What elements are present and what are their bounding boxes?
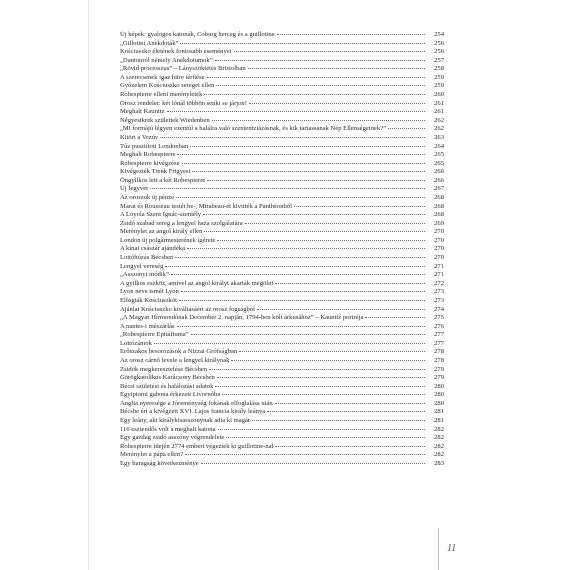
dot-leader bbox=[177, 153, 425, 155]
toc-entry-title: A Loyola Szent Ignác-szentély bbox=[120, 211, 202, 219]
dot-leader bbox=[239, 350, 425, 352]
toc-entry-page: 270 bbox=[434, 254, 444, 262]
toc-entry bbox=[120, 31, 444, 40]
dot-leader bbox=[217, 239, 425, 241]
toc-entry-page: 270 bbox=[434, 245, 444, 253]
toc-entry-page: 282 bbox=[434, 425, 444, 433]
dot-leader bbox=[185, 453, 425, 455]
footer-divider bbox=[438, 528, 439, 570]
toc-entry bbox=[120, 366, 444, 375]
toc-entry-page: 262 bbox=[434, 125, 444, 133]
toc-entry bbox=[120, 323, 444, 332]
toc-entry-title: Egyiptomi gabona érkezett Livornóba bbox=[120, 391, 221, 399]
dot-leader bbox=[203, 213, 425, 215]
toc-entry bbox=[120, 211, 444, 220]
dot-leader bbox=[275, 445, 425, 447]
toc-entry-page: 266 bbox=[434, 176, 444, 184]
toc-entry bbox=[120, 228, 444, 237]
toc-entry bbox=[120, 331, 444, 340]
toc-entry-title: Robespierre elleni merényletek bbox=[120, 91, 203, 99]
toc-entry-page: 280 bbox=[434, 391, 444, 399]
toc-entry-title: Egy haragság következménye bbox=[120, 459, 199, 467]
toc-entry-page: 254 bbox=[434, 31, 444, 38]
dot-leader bbox=[215, 59, 425, 61]
toc-entry-page: 272 bbox=[434, 279, 444, 287]
dot-leader bbox=[204, 93, 425, 95]
toc-entry bbox=[120, 151, 444, 160]
toc-entry bbox=[120, 443, 444, 452]
toc-entry-page: 268 bbox=[434, 202, 444, 210]
dot-leader bbox=[277, 33, 425, 35]
toc-entry-page: 277 bbox=[434, 331, 444, 339]
dot-leader bbox=[216, 84, 425, 86]
toc-entry-page: 271 bbox=[434, 262, 444, 270]
dot-leader bbox=[249, 102, 425, 104]
dot-leader bbox=[212, 119, 425, 121]
toc-entry-title: Görögkatolikus Karácsony Bécsben bbox=[120, 374, 215, 382]
toc-entry bbox=[120, 203, 444, 212]
toc-entry bbox=[120, 340, 444, 349]
dot-leader bbox=[257, 308, 425, 310]
dot-leader bbox=[248, 67, 425, 69]
toc-entry-title: Zsidó szabad sereg a lengyel haza szolgálatára bbox=[120, 219, 243, 227]
toc-entry bbox=[120, 417, 444, 426]
dot-leader bbox=[267, 410, 425, 412]
toc-entry-title: Az oroszok új pénze bbox=[120, 193, 175, 201]
toc-entry-title: A szerecsenek igaz hitre térítése bbox=[120, 73, 205, 81]
toc-entry-title: Merénylet az angol király ellen bbox=[120, 228, 203, 236]
toc-entry-title: Tűz pusztított Londonban bbox=[120, 142, 189, 150]
toc-entry-title: Robespierre idején 2774 embert végeztek ki guillotine-nal bbox=[120, 442, 274, 450]
toc-entry-title: Egy gazdag zsidó asszony végrendelete bbox=[120, 434, 225, 442]
toc-entry-page: 273 bbox=[434, 296, 444, 304]
dot-leader bbox=[231, 359, 425, 361]
toc-entry bbox=[120, 383, 444, 392]
toc-entry bbox=[120, 237, 444, 246]
toc-entry bbox=[120, 220, 444, 229]
toc-entry-title: Négyesikrek születtek Wiedenben bbox=[120, 116, 210, 124]
toc-entry bbox=[120, 306, 444, 315]
toc-entry-title: A nantes-i mészárlás bbox=[120, 322, 175, 330]
toc-entry-title: Ajánlat Kościuszko kiváltásáért az orosz fogságból bbox=[120, 305, 255, 313]
toc-entry-title: Lottóhúzás Bécsben bbox=[120, 254, 174, 262]
toc-entry-page: 275 bbox=[434, 314, 444, 322]
dot-leader bbox=[388, 127, 425, 129]
dot-leader bbox=[201, 462, 425, 464]
toc-entry bbox=[120, 65, 444, 74]
toc-entry-page: 259 bbox=[434, 82, 444, 90]
toc-entry-title: A gyilkos eszköz, amivel az angol királyt akarták megölni bbox=[120, 279, 274, 287]
toc-entry-page: 281 bbox=[434, 417, 444, 425]
toc-entry-title: Öngyilkos lett a két Robespierre bbox=[120, 176, 206, 184]
toc-entry-page: 282 bbox=[434, 451, 444, 459]
toc-entry-page: 278 bbox=[434, 348, 444, 356]
toc-entry bbox=[120, 117, 444, 126]
toc-entry-page: 258 bbox=[434, 65, 444, 73]
toc-entry-title: Bécsi születési és halálozási adatok bbox=[120, 382, 214, 390]
toc-entry-title: „A Magyar Hírmondónak December 2. napján, 1794-ben költ árkusához” – Kaunitz portréja bbox=[120, 314, 364, 322]
toc-entry bbox=[120, 40, 444, 49]
toc-entry bbox=[120, 160, 444, 169]
toc-entry-page: 278 bbox=[434, 356, 444, 364]
dot-leader bbox=[207, 76, 425, 78]
dot-leader bbox=[176, 196, 425, 198]
dot-leader bbox=[365, 316, 425, 318]
dot-leader bbox=[215, 385, 425, 387]
dot-leader bbox=[190, 145, 425, 147]
toc-entry-title: Anglia nyeresége a Jóreménység fokának elfoglalása után bbox=[120, 399, 273, 407]
toc-entry-title: Erőszakos besorozások a Nizzai Grófságban bbox=[120, 348, 238, 356]
toc-entry bbox=[120, 108, 444, 117]
dot-leader bbox=[252, 419, 425, 421]
toc-entry bbox=[120, 434, 444, 443]
dot-leader bbox=[222, 393, 425, 395]
dot-leader bbox=[275, 282, 425, 284]
toc-entry-page: 262 bbox=[434, 116, 444, 124]
toc-entry-title: „Asszonyi módik” bbox=[120, 271, 169, 279]
toc-entry-page: 269 bbox=[434, 219, 444, 227]
toc-entry bbox=[120, 185, 444, 194]
toc-entry-page: 266 bbox=[434, 168, 444, 176]
toc-entry-page: 281 bbox=[434, 408, 444, 416]
toc-entry-page: 268 bbox=[434, 193, 444, 201]
toc-entry bbox=[120, 125, 444, 134]
toc-entry-page: 261 bbox=[434, 99, 444, 107]
toc-entry-title: „Rövid processzus” – Lányszöktetés Bristolban bbox=[120, 65, 246, 73]
toc-entry-page: 257 bbox=[434, 56, 444, 64]
toc-entry-title: Robespierre kivégzése bbox=[120, 159, 180, 167]
toc-entry-page: 280 bbox=[434, 382, 444, 390]
dot-leader bbox=[150, 187, 425, 189]
toc-entry-title: „Mi formájú légyen ezentúl a halálra való szententziázásnak, és kik tartassanak Nép Ellenségeinek?” bbox=[120, 125, 387, 133]
toc-entry-title: Az orosz cárnő levele a lengyel királynak bbox=[120, 356, 230, 364]
toc-entry-page: 279 bbox=[434, 374, 444, 382]
dot-leader bbox=[165, 265, 425, 267]
toc-entry bbox=[120, 263, 444, 272]
toc-entry bbox=[120, 288, 444, 297]
toc-entry bbox=[120, 297, 444, 306]
toc-entry-page: 265 bbox=[434, 159, 444, 167]
toc-entry-page: 260 bbox=[434, 91, 444, 99]
toc-entry-title: Kivégezték Trenk Frigyest bbox=[120, 168, 191, 176]
toc-entry-page: 280 bbox=[434, 399, 444, 407]
toc-entry-title: „Gillotini Anekdoták” bbox=[120, 39, 179, 47]
toc-entry-page: 276 bbox=[434, 322, 444, 330]
toc-entry-title: Győzelem Kościuszko seregei ellen bbox=[120, 82, 215, 90]
page-number: 11 bbox=[447, 543, 457, 554]
dot-leader bbox=[275, 402, 425, 404]
toc-entry bbox=[120, 391, 444, 400]
toc-entry bbox=[120, 348, 444, 357]
toc-entry bbox=[120, 74, 444, 83]
toc-entry bbox=[120, 91, 444, 100]
toc-entry-page: 265 bbox=[434, 151, 444, 159]
toc-entry-title: London új polgármesterének ígérete bbox=[120, 236, 216, 244]
toc-entry-title: Egy leány, aki királykisasszonynak adta ki magát bbox=[120, 417, 250, 425]
toc-entry-title: 116 esztendős volt a meghalt katona bbox=[120, 425, 216, 433]
dot-leader bbox=[234, 50, 425, 52]
dot-leader bbox=[177, 325, 425, 327]
toc-entry bbox=[120, 408, 444, 417]
toc-entry bbox=[120, 460, 444, 469]
toc-entry-title: Kościuszko életének fontosabb eseményei bbox=[120, 48, 232, 56]
toc-entry-page: 282 bbox=[434, 434, 444, 442]
toc-entry-title: Lengyel vereség bbox=[120, 262, 164, 270]
dot-leader bbox=[187, 247, 425, 249]
toc-entry-title: Zsidók megkeresztelése Bécsben bbox=[120, 365, 208, 373]
toc-entry-page: 264 bbox=[434, 142, 444, 150]
toc-entry bbox=[120, 134, 444, 143]
toc-entry-page: 274 bbox=[434, 305, 444, 313]
toc-entry-page: 256 bbox=[434, 39, 444, 47]
toc-entry-page: 277 bbox=[434, 339, 444, 347]
toc-entry-title: Marat és Rousseau testét be-, Mirabeau-ét kivitték a Panthéonból bbox=[120, 202, 292, 210]
dot-leader bbox=[180, 42, 425, 44]
dot-leader bbox=[182, 162, 425, 164]
toc-entry-page: 261 bbox=[434, 108, 444, 116]
toc-entry bbox=[120, 57, 444, 66]
toc-entry-page: 271 bbox=[434, 271, 444, 279]
toc-entry-title: Meghalt Kaunitz bbox=[120, 108, 165, 116]
table-of-contents bbox=[120, 31, 444, 468]
toc-entry bbox=[120, 426, 444, 435]
toc-entry bbox=[120, 271, 444, 280]
toc-entry bbox=[120, 314, 444, 323]
toc-entry-title: A kínai császár ajándéka bbox=[120, 245, 185, 253]
toc-entry bbox=[120, 374, 444, 383]
dot-leader bbox=[245, 222, 425, 224]
toc-entry bbox=[120, 357, 444, 366]
dot-leader bbox=[179, 299, 425, 301]
toc-entry bbox=[120, 143, 444, 152]
toc-entry bbox=[120, 245, 444, 254]
toc-entry bbox=[120, 400, 444, 409]
toc-entry bbox=[120, 177, 444, 186]
dot-leader bbox=[171, 273, 425, 275]
toc-entry-title: Lottózámok bbox=[120, 339, 152, 347]
toc-entry-page: 279 bbox=[434, 365, 444, 373]
toc-entry bbox=[120, 280, 444, 289]
toc-entry-page: 268 bbox=[434, 211, 444, 219]
dot-leader bbox=[209, 368, 425, 370]
toc-entry-page: 283 bbox=[434, 459, 444, 467]
toc-entry-title: Bécsbe ért a kivégzett XVI. Lajos francia király leánya bbox=[120, 408, 266, 416]
toc-entry bbox=[120, 254, 444, 263]
toc-entry bbox=[120, 168, 444, 177]
toc-entry-title: Új fegyver bbox=[120, 185, 149, 193]
dot-leader bbox=[167, 110, 426, 112]
toc-entry bbox=[120, 100, 444, 109]
toc-entry-title: Új képek: gyalogos katonák, Coburg herceg és a guillotine bbox=[120, 31, 275, 38]
toc-entry-page: 267 bbox=[434, 185, 444, 193]
dot-leader bbox=[154, 342, 425, 344]
toc-entry bbox=[120, 48, 444, 57]
toc-entry-page: 270 bbox=[434, 236, 444, 244]
dot-leader bbox=[207, 179, 425, 181]
toc-entry-title: Merénylet a pápa ellen? bbox=[120, 451, 184, 459]
dot-leader bbox=[226, 436, 425, 438]
dot-leader bbox=[192, 170, 425, 172]
toc-entry bbox=[120, 82, 444, 91]
toc-entry-page: 259 bbox=[434, 73, 444, 81]
toc-entry bbox=[120, 451, 444, 460]
left-margin-rule bbox=[88, 0, 89, 570]
dot-leader bbox=[191, 333, 425, 335]
dot-leader bbox=[218, 428, 425, 430]
dot-leader bbox=[160, 136, 425, 138]
dot-leader bbox=[217, 376, 425, 378]
dot-leader bbox=[204, 230, 425, 232]
toc-entry-title: Orosz rendelet: két lónál többön senki se járjon! bbox=[120, 99, 247, 107]
toc-entry-title: Meghalt Robespierre bbox=[120, 151, 176, 159]
toc-entry-title: „Robespierre Epitáfiuma” bbox=[120, 331, 189, 339]
toc-entry-title: Lyon neve ismét Lyon bbox=[120, 288, 179, 296]
dot-leader bbox=[294, 205, 425, 207]
toc-entry-page: 270 bbox=[434, 228, 444, 236]
toc-entry-page: 273 bbox=[434, 288, 444, 296]
dot-leader bbox=[181, 290, 425, 292]
toc-entry-title: Elfogták Kościuszkót bbox=[120, 296, 177, 304]
toc-entry-title: Kitört a Vezúv bbox=[120, 133, 159, 141]
toc-entry-page: 263 bbox=[434, 133, 444, 141]
toc-entry-page: 256 bbox=[434, 48, 444, 56]
toc-entry bbox=[120, 194, 444, 203]
dot-leader bbox=[175, 256, 425, 258]
toc-entry-title: „Dantonról némely Anekdotumok” bbox=[120, 56, 213, 64]
toc-entry-page: 282 bbox=[434, 442, 444, 450]
